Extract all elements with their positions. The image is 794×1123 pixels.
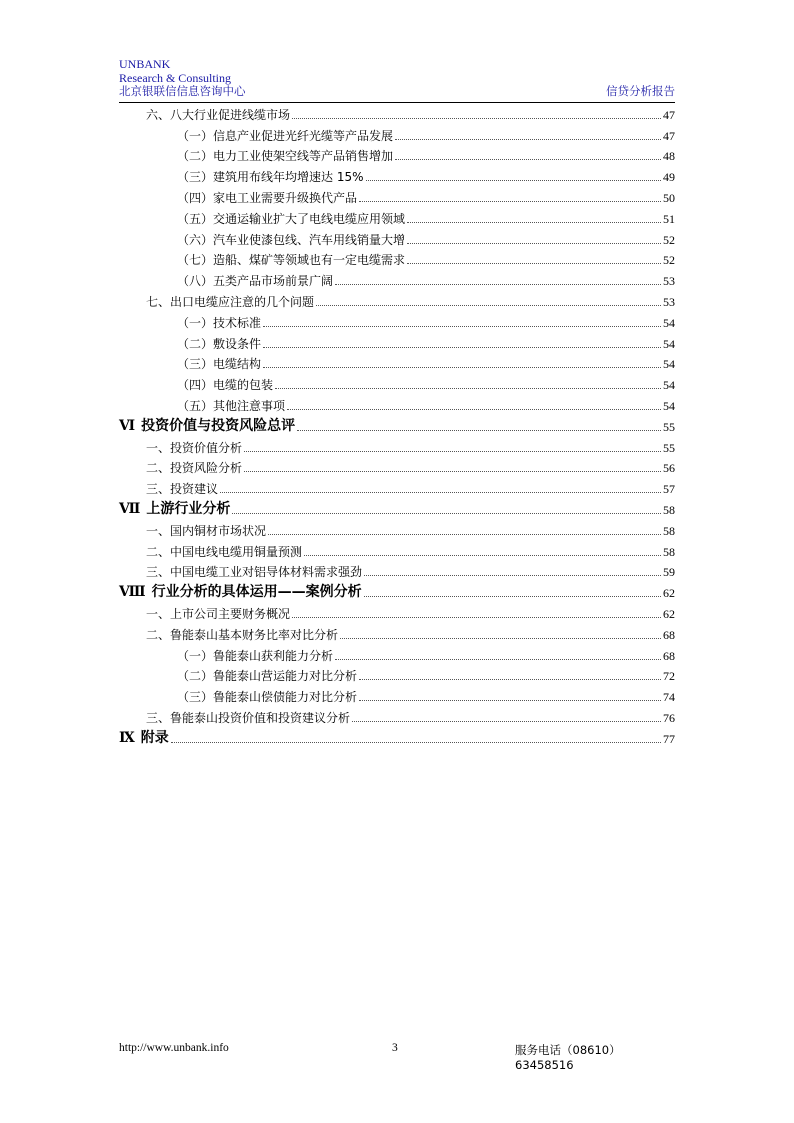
toc-leader-dots <box>275 388 661 389</box>
toc-entry-label: （一）技术标准 <box>177 315 262 330</box>
toc-page-number: 53 <box>663 274 675 289</box>
toc-entry[interactable] <box>119 727 675 748</box>
toc-chapter-number: Ⅷ <box>119 585 146 601</box>
toc-entry[interactable] <box>119 228 675 249</box>
toc-entry[interactable] <box>119 436 675 457</box>
toc-leader-dots <box>244 471 661 472</box>
toc-page-number: 77 <box>663 731 675 746</box>
toc-page-number: 52 <box>663 253 675 268</box>
toc-entry[interactable] <box>119 186 675 207</box>
brand-tagline: Research & Consulting <box>119 71 231 85</box>
toc-entry[interactable] <box>119 665 675 686</box>
toc-page-number: 54 <box>663 398 675 413</box>
toc-entry-label: （三）鲁能泰山偿债能力对比分析 <box>177 690 358 705</box>
toc-entry[interactable] <box>119 249 675 270</box>
toc-entry[interactable] <box>119 685 675 706</box>
toc-entry-label <box>119 727 169 748</box>
toc-page-number: 51 <box>663 211 675 226</box>
toc-entry-label: （三）电缆结构 <box>177 357 262 372</box>
toc-entry-label: 三、投资建议 <box>146 482 219 497</box>
toc-chapter-number: Ⅶ <box>119 501 141 517</box>
toc-leader-dots <box>232 513 661 514</box>
toc-page-number: 72 <box>663 669 675 684</box>
toc-entry-label: （八）五类产品市场前景广阔 <box>177 274 334 289</box>
toc-leader-dots <box>335 659 661 660</box>
footer-phone: 服务电话（08610）63458516 <box>515 1043 621 1072</box>
toc-entry[interactable] <box>119 644 675 665</box>
toc-entry-label: 三、鲁能泰山投资价值和投资建议分析 <box>146 710 351 725</box>
toc-entry-label: 六、八大行业促进线缆市场 <box>146 107 291 122</box>
toc-chapter-title: 投资价值与投资风险总评 <box>141 417 296 434</box>
toc-page-number: 54 <box>663 357 675 372</box>
toc-leader-dots <box>359 679 661 680</box>
toc-entry[interactable] <box>119 706 675 727</box>
toc-entry-label: 一、国内铜材市场状况 <box>146 523 267 538</box>
toc-leader-dots <box>395 139 661 140</box>
toc-entry[interactable] <box>119 311 675 332</box>
toc-leader-dots <box>316 305 661 306</box>
toc-page-number: 58 <box>663 523 675 538</box>
toc-entry-label: （二）敷设条件 <box>177 336 262 351</box>
toc-entry[interactable] <box>119 415 675 436</box>
toc-chapter-number: Ⅵ <box>119 418 136 434</box>
toc-entry[interactable] <box>119 103 675 124</box>
toc-chapter-title: 附录 <box>140 729 169 746</box>
toc-entry-label <box>119 415 295 436</box>
toc-page-number: 68 <box>663 627 675 642</box>
footer-page-number: 3 <box>392 1042 398 1054</box>
toc-entry-label: （一）鲁能泰山获利能力分析 <box>177 648 334 663</box>
toc-page-number: 76 <box>663 710 675 725</box>
toc-page-number: 47 <box>663 107 675 122</box>
toc-leader-dots <box>244 451 661 452</box>
toc-entry[interactable] <box>119 165 675 186</box>
page-footer <box>119 1042 675 1072</box>
page-header <box>119 58 675 103</box>
toc-entry[interactable] <box>119 332 675 353</box>
toc-leader-dots <box>297 430 661 431</box>
toc-entry[interactable] <box>119 561 675 582</box>
toc-entry[interactable] <box>119 457 675 478</box>
toc-leader-dots <box>292 617 661 618</box>
toc-entry[interactable] <box>119 269 675 290</box>
toc-entry[interactable] <box>119 373 675 394</box>
toc-page-number: 57 <box>663 482 675 497</box>
toc-entry[interactable] <box>119 145 675 166</box>
toc-page-number: 62 <box>663 586 675 601</box>
toc-entry-label: （三）建筑用布线年均增速达 15% <box>177 170 364 185</box>
toc-entry-label: （二）电力工业使架空线等产品销售增加 <box>177 149 394 164</box>
toc-entry-label: 一、投资价值分析 <box>146 440 243 455</box>
toc-leader-dots <box>364 575 661 576</box>
toc-page-number: 68 <box>663 648 675 663</box>
toc-leader-dots <box>364 596 661 597</box>
toc-page-number: 53 <box>663 294 675 309</box>
toc-leader-dots <box>263 326 661 327</box>
toc-leader-dots <box>171 742 661 743</box>
toc-entry[interactable] <box>119 124 675 145</box>
toc-page-number: 55 <box>663 419 675 434</box>
toc-leader-dots <box>366 180 662 181</box>
toc-leader-dots <box>335 284 661 285</box>
toc-leader-dots <box>352 721 661 722</box>
toc-entry[interactable] <box>119 207 675 228</box>
footer-url[interactable]: http://www.unbank.info <box>119 1042 229 1054</box>
toc-leader-dots <box>292 118 661 119</box>
toc-entry-label: 二、投资风险分析 <box>146 461 243 476</box>
toc-page-number: 58 <box>663 544 675 559</box>
toc-entry-label: 一、上市公司主要财务概况 <box>146 606 291 621</box>
toc-entry[interactable] <box>119 623 675 644</box>
toc-entry-label: 二、中国电线电缆用铜量预测 <box>146 544 303 559</box>
toc-entry-label <box>119 581 362 602</box>
toc-page-number: 58 <box>663 502 675 517</box>
report-type: 信贷分析报告 <box>606 84 675 98</box>
toc-page-number: 47 <box>663 128 675 143</box>
toc-entry-label: （二）鲁能泰山营运能力对比分析 <box>177 669 358 684</box>
toc-page-number: 54 <box>663 315 675 330</box>
toc-entry[interactable] <box>119 498 675 519</box>
toc-entry[interactable] <box>119 540 675 561</box>
toc-leader-dots <box>340 638 661 639</box>
toc-leader-dots <box>287 409 661 410</box>
toc-page-number: 56 <box>663 461 675 476</box>
toc-page-number: 52 <box>663 232 675 247</box>
toc-entry[interactable] <box>119 581 675 602</box>
toc-page-number: 49 <box>663 170 675 185</box>
toc-entry[interactable] <box>119 394 675 415</box>
toc-entry-label: （四）电缆的包装 <box>177 378 274 393</box>
toc-entry-label <box>119 498 230 519</box>
brand-name: UNBANK <box>119 57 171 71</box>
toc-page-number: 54 <box>663 336 675 351</box>
toc-leader-dots <box>268 534 661 535</box>
toc-page-number: 74 <box>663 690 675 705</box>
toc-entry[interactable] <box>119 602 675 623</box>
toc-leader-dots <box>263 367 661 368</box>
toc-entry-label: 二、鲁能泰山基本财务比率对比分析 <box>146 627 339 642</box>
toc-leader-dots <box>304 555 661 556</box>
toc-leader-dots <box>220 492 661 493</box>
toc-leader-dots <box>263 347 661 348</box>
toc-page-number: 59 <box>663 565 675 580</box>
brand-org: 北京银联信信息咨询中心 <box>119 84 246 98</box>
toc-entry[interactable] <box>119 353 675 374</box>
toc-page-number: 62 <box>663 606 675 621</box>
toc-entry-label: （五）交通运输业扩大了电线电缆应用领域 <box>177 211 406 226</box>
toc-chapter-title: 上游行业分析 <box>146 500 231 517</box>
toc-entry[interactable] <box>119 477 675 498</box>
toc-entry-label: （五）其他注意事项 <box>177 398 286 413</box>
toc-entry-label: （四）家电工业需要升级换代产品 <box>177 190 358 205</box>
toc-leader-dots <box>359 700 661 701</box>
toc-entry-label: 三、中国电缆工业对铝导体材料需求强劲 <box>146 565 363 580</box>
toc-entry-label: （六）汽车业使漆包线、汽车用线销量大增 <box>177 232 406 247</box>
toc-chapter-number: Ⅸ <box>119 730 135 746</box>
toc-page-number: 55 <box>663 440 675 455</box>
toc-chapter-title: 行业分析的具体运用——案例分析 <box>151 584 362 601</box>
toc-leader-dots <box>407 263 661 264</box>
toc-entry-label: 七、出口电缆应注意的几个问题 <box>146 294 315 309</box>
toc-page-number: 54 <box>663 378 675 393</box>
table-of-contents <box>119 103 675 748</box>
toc-entry[interactable] <box>119 290 675 311</box>
toc-page-number: 48 <box>663 149 675 164</box>
toc-leader-dots <box>407 222 661 223</box>
toc-page-number: 50 <box>663 190 675 205</box>
toc-entry-label: （七）造船、煤矿等领域也有一定电缆需求 <box>177 253 406 268</box>
toc-leader-dots <box>395 159 661 160</box>
toc-leader-dots <box>407 243 661 244</box>
toc-entry-label: （一）信息产业促进光纤光缆等产品发展 <box>177 128 394 143</box>
toc-leader-dots <box>359 201 661 202</box>
toc-entry[interactable] <box>119 519 675 540</box>
